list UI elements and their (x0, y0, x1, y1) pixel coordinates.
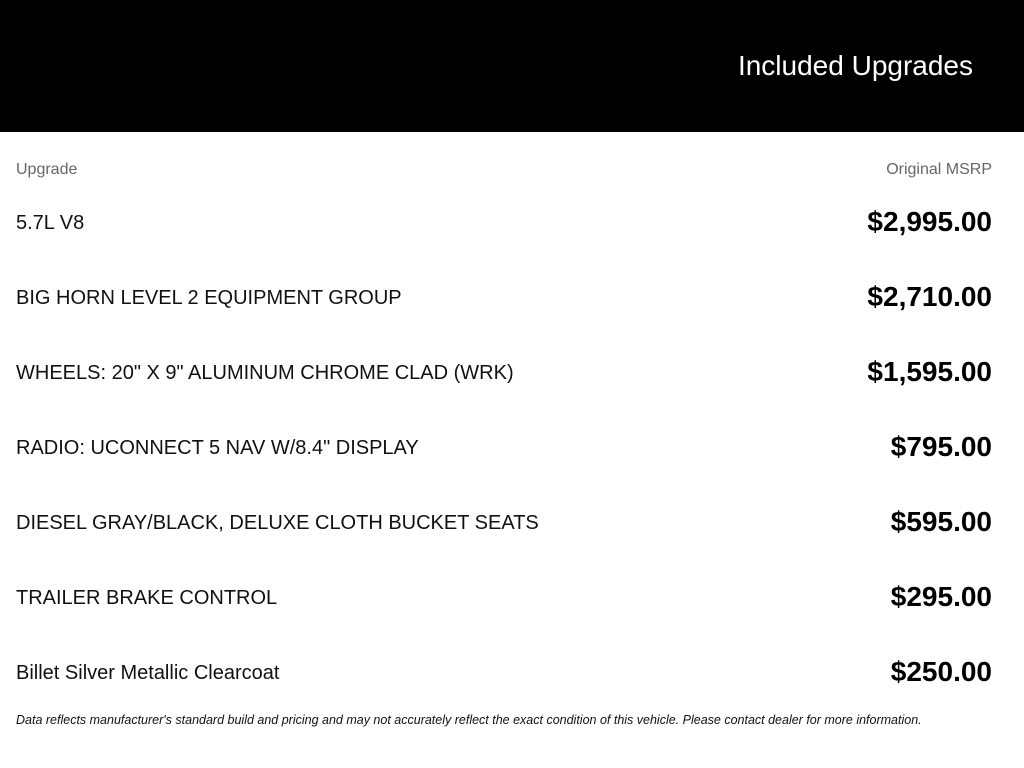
upgrade-price: $295.00 (890, 581, 992, 612)
upgrade-price: $795.00 (890, 431, 992, 462)
upgrade-name: WHEELS: 20" X 9" ALUMINUM CHROME CLAD (WRK) (16, 362, 514, 384)
upgrade-price: $595.00 (890, 506, 992, 537)
upgrade-name: TRAILER BRAKE CONTROL (16, 587, 278, 609)
upgrade-row (0, 190, 1024, 265)
upgrade-name: Billet Silver Metallic Clearcoat (16, 662, 280, 684)
upgrade-name: RADIO: UCONNECT 5 NAV W/8.4" DISPLAY (16, 437, 419, 459)
upgrade-name: 5.7L V8 (16, 212, 85, 234)
upgrade-row (0, 265, 1024, 340)
upgrade-price: $2,710.00 (867, 281, 992, 312)
upgrade-name: BIG HORN LEVEL 2 EQUIPMENT GROUP (16, 287, 402, 309)
upgrade-row (0, 565, 1024, 640)
header-bar (0, 0, 1024, 132)
column-header-upgrade: Upgrade (16, 161, 78, 178)
upgrade-row (0, 490, 1024, 565)
upgrade-row (0, 415, 1024, 490)
upgrade-name: DIESEL GRAY/BLACK, DELUXE CLOTH BUCKET SEATS (16, 512, 539, 534)
upgrade-price: $250.00 (890, 656, 992, 687)
upgrades-list (0, 190, 1024, 715)
disclaimer-text: Data reflects manufacturer's standard build and pricing and may not accurately reflect the exact condition of this vehicle. Please contact dealer for more information. (16, 713, 922, 727)
upgrade-price: $2,995.00 (867, 206, 992, 237)
upgrade-row (0, 340, 1024, 415)
page-title: Included Upgrades (737, 50, 973, 81)
column-header-msrp: Original MSRP (886, 161, 992, 178)
upgrade-price: $1,595.00 (867, 356, 992, 387)
upgrade-row (0, 640, 1024, 715)
